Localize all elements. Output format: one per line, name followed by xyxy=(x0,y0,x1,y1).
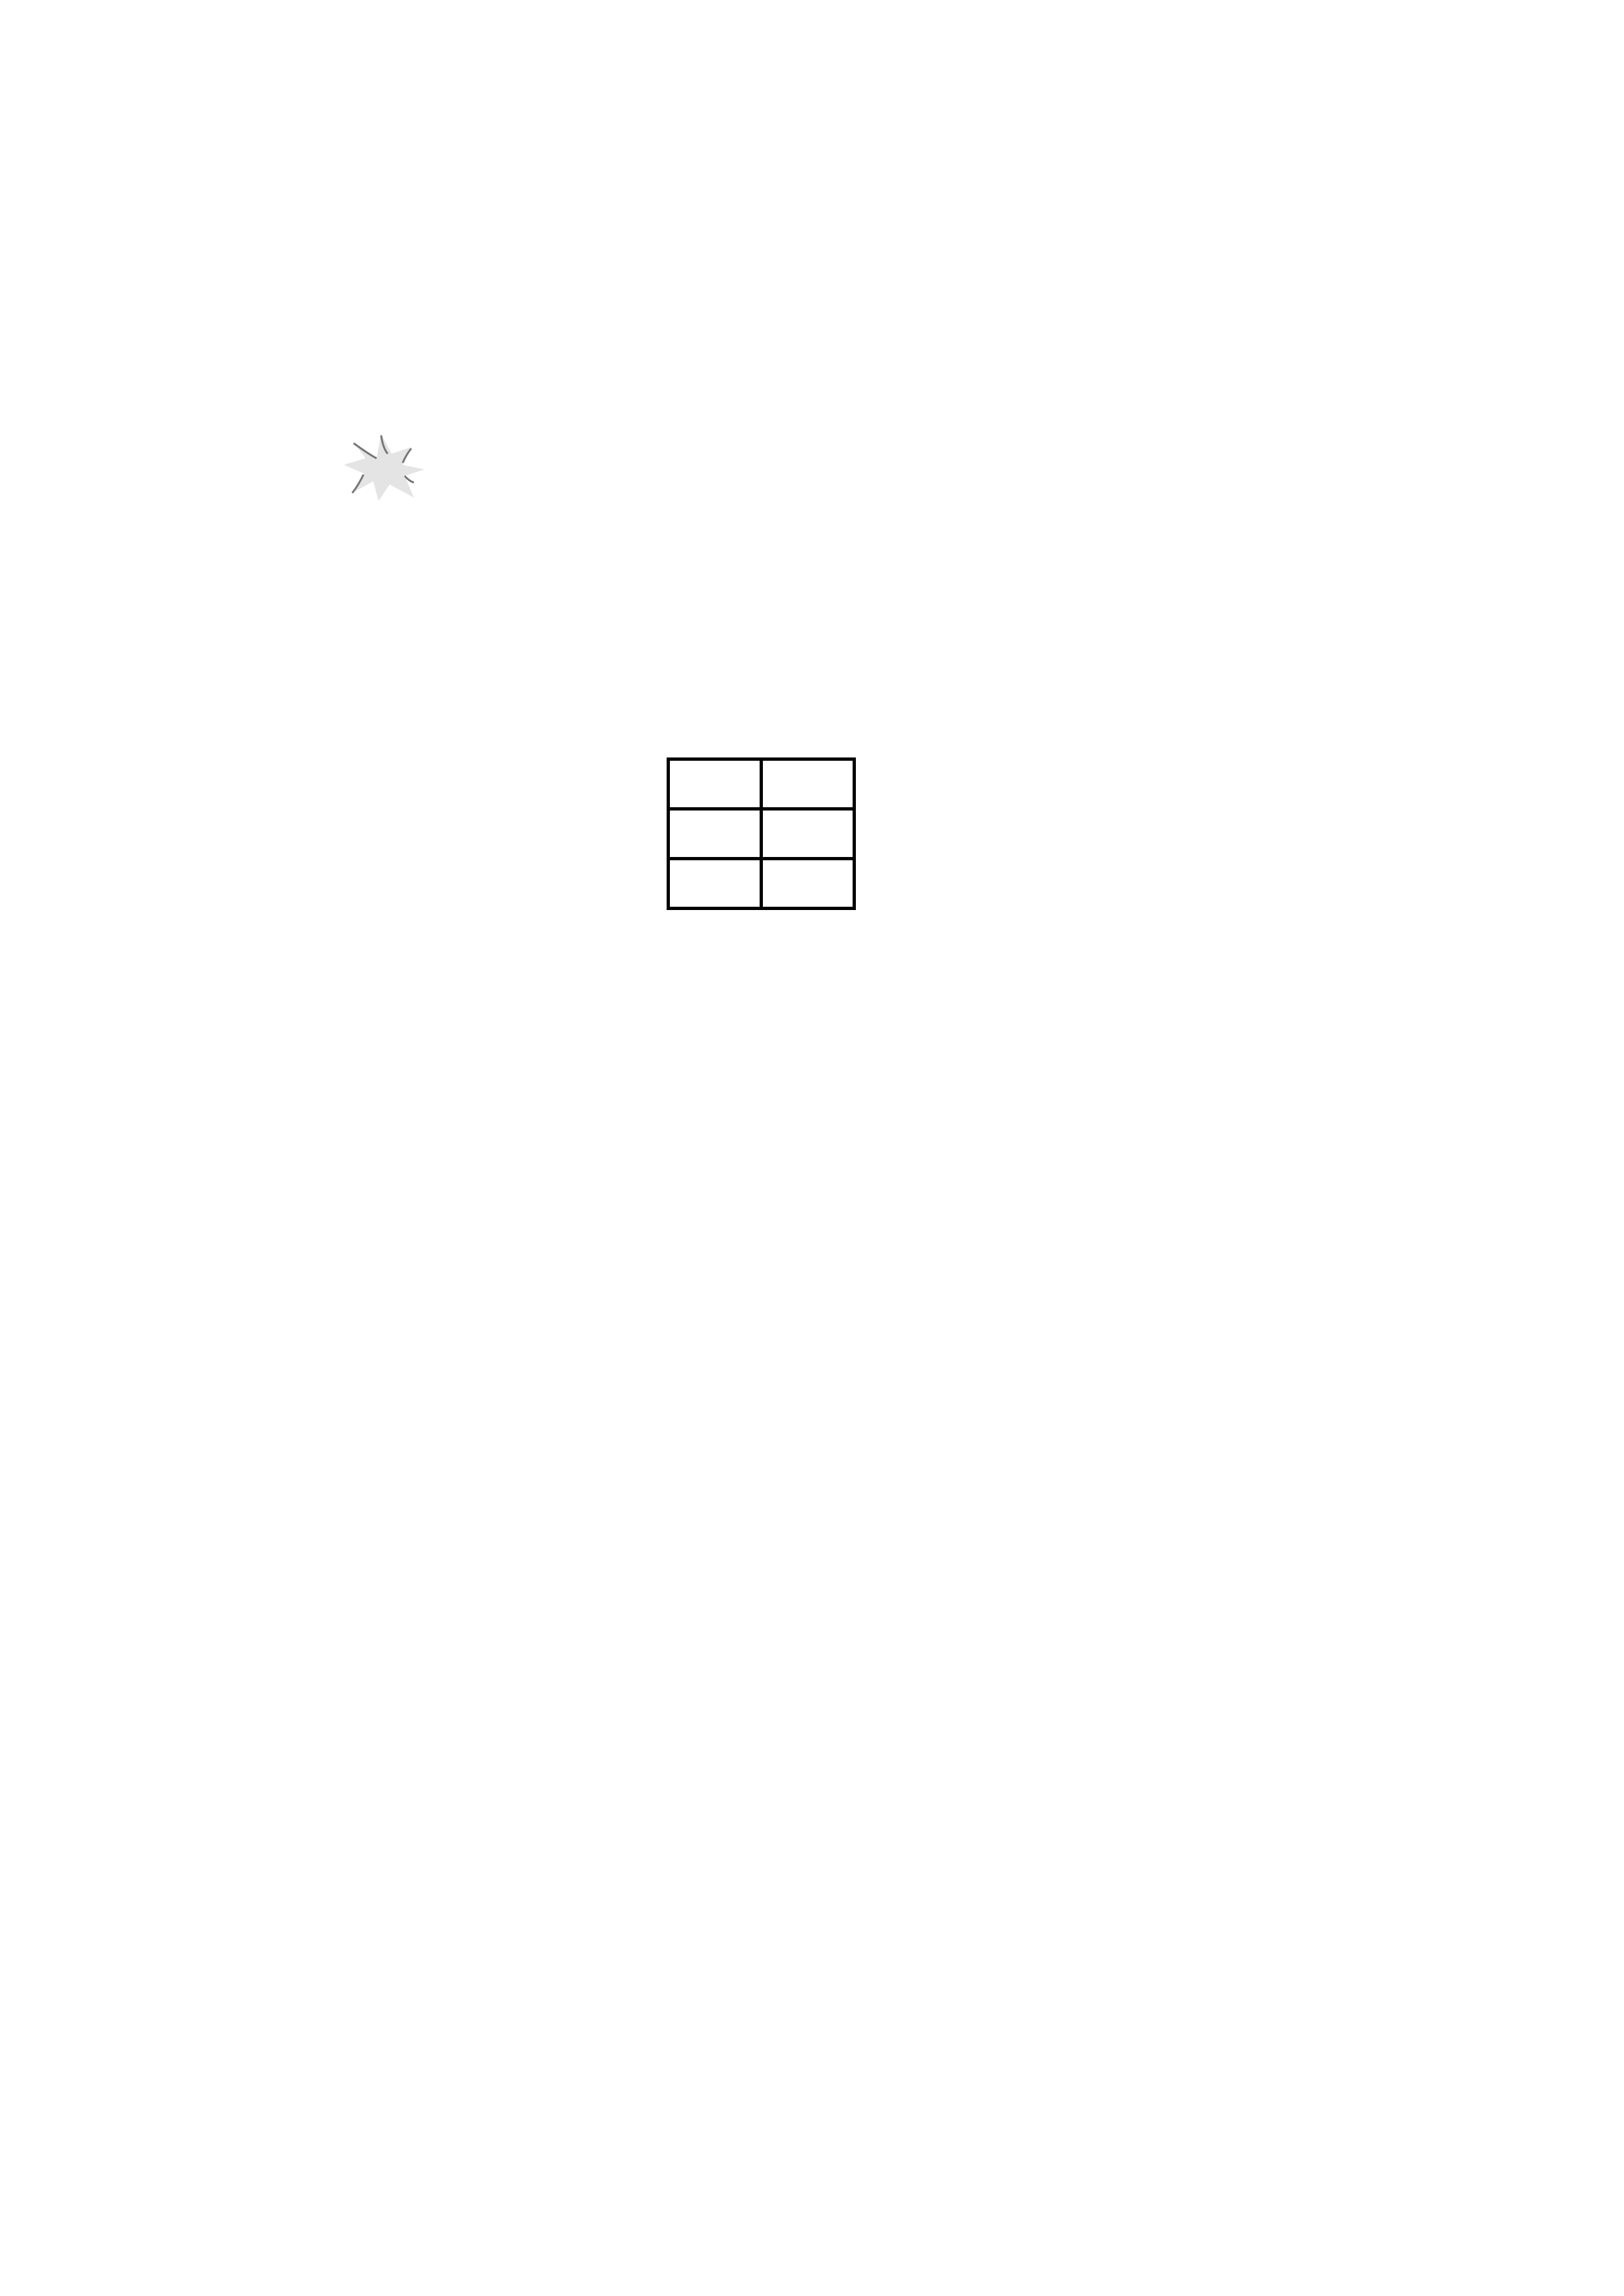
table-cell xyxy=(762,759,855,809)
table-cell xyxy=(762,859,855,909)
page-number-starburst-icon xyxy=(341,429,426,504)
table-cell xyxy=(762,809,855,859)
table-cell xyxy=(669,859,762,909)
table-cell xyxy=(669,809,762,859)
table-cell xyxy=(669,759,762,809)
gcd-division-table xyxy=(667,757,856,910)
